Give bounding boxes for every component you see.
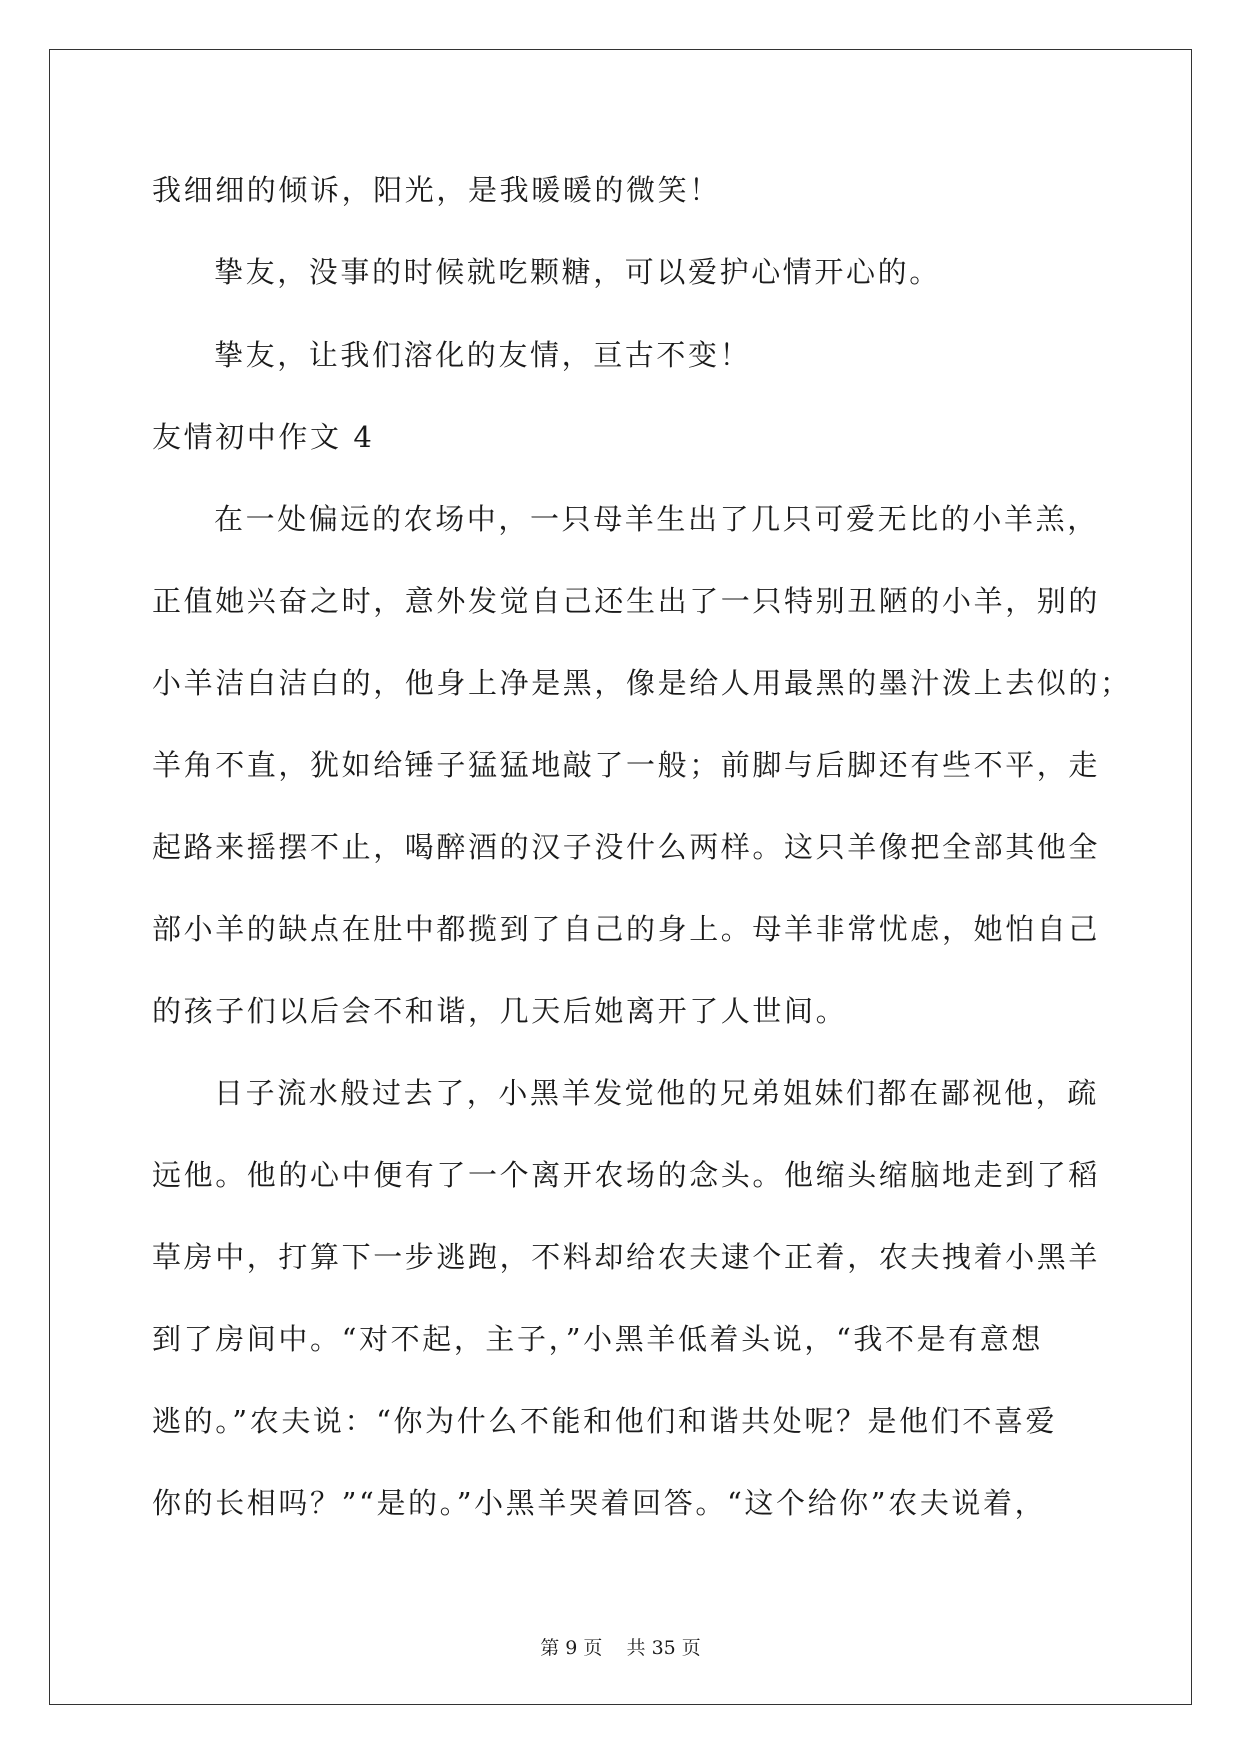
paragraph-line: 挚友，没事的时候就吃颗糖，可以爱护心情开心的。 bbox=[214, 255, 941, 289]
text-line: 逃的。”农夫说：“你为什么不能和他们和谐共处呢？是他们不喜爱 bbox=[152, 1404, 1058, 1438]
paragraph-line: 挚友，让我们溶化的友情，亘古不变！ bbox=[214, 338, 752, 372]
text-line: 部小羊的缺点在肚中都揽到了自己的身上。母羊非常忧虑，她怕自己 bbox=[152, 912, 1101, 946]
text-line: 远他。他的心中便有了一个离开农场的念头。他缩头缩脑地走到了稻 bbox=[152, 1158, 1101, 1192]
text-line: 起路来摇摆不止，喝醉酒的汉子没什么两样。这只羊像把全部其他全 bbox=[152, 830, 1101, 864]
section-heading: 友情初中作文 4 bbox=[152, 420, 375, 454]
paragraph-line: 在一处偏远的农场中，一只母羊生出了几只可爱无比的小羊羔， bbox=[214, 502, 1099, 536]
text-line: 草房中，打算下一步逃跑，不料却给农夫逮个正着，农夫拽着小黑羊 bbox=[152, 1240, 1101, 1274]
text-line: 我细细的倾诉，阳光，是我暖暖的微笑！ bbox=[152, 173, 721, 207]
total-pages: 共 35 页 bbox=[626, 1637, 701, 1659]
text-line: 正值她兴奋之时，意外发觉自己还生出了一只特别丑陋的小羊，别的 bbox=[152, 584, 1101, 618]
text-line: 羊角不直，犹如给锤子猛猛地敲了一般；前脚与后脚还有些不平，走 bbox=[152, 748, 1101, 782]
text-line: 你的长相吗？”“是的。”小黑羊哭着回答。“这个给你”农夫说着， bbox=[152, 1486, 1047, 1520]
text-line: 小羊洁白洁白的，他身上净是黑，像是给人用最黑的墨汁泼上去似的； bbox=[152, 666, 1132, 700]
page-footer bbox=[0, 1636, 1241, 1660]
text-line: 到了房间中。“对不起，主子，”小黑羊低着头说，“我不是有意想 bbox=[152, 1322, 1043, 1356]
text-line: 的孩子们以后会不和谐，几天后她离开了人世间。 bbox=[152, 994, 848, 1028]
page-number: 第 9 页 bbox=[540, 1637, 603, 1659]
page-border bbox=[49, 49, 1192, 1705]
paragraph-line: 日子流水般过去了，小黑羊发觉他的兄弟姐妹们都在鄙视他，疏 bbox=[214, 1076, 1099, 1110]
